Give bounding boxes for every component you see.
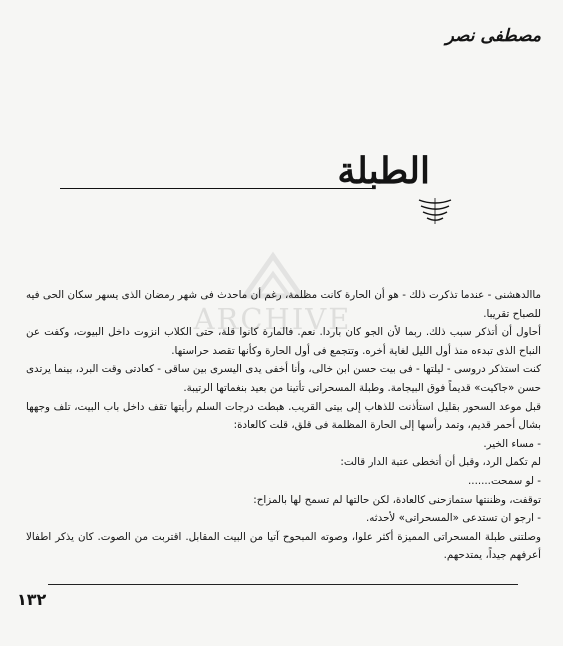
- paragraph: توقفت، وظننتها ستمازحنى كالعادة، لكن حالتها لم تسمح لها بالمزاح:: [253, 493, 541, 506]
- paragraph: أحاول أن أتذكر سبب ذلك. ربما لأن الجو كان باردا. نعم. فالمارة كانوا قلة، حتى الكلاب انزوت داخل البيوت، وكفت عن النباح الذى تبدءه منذ أول الليل لغاية أخره. وتتجمع فى أول الحارة وكأنها تقصد حراستها.: [26, 326, 541, 357]
- watermark-text: ARCHIVE: [193, 302, 352, 336]
- author-name: مصطفى نصر: [445, 26, 541, 46]
- page-number: ١٣٢: [17, 590, 47, 609]
- paragraph: - مساء الخير.: [483, 437, 541, 450]
- paragraph: قبل موعد السحور بقليل استأذنت للذهاب إلى بيتى القريب. هبطت درجات السلم رأيتها تقف داخل باب البيت، تلف وجهها بشال أحمر قديم، وتمد رأسها إلى الحارة المظلمة فى قلق، قلت كالعادة:: [26, 400, 541, 432]
- paragraph: - لو سمحت.......: [468, 474, 541, 487]
- ornament-flourish: [415, 196, 455, 226]
- paragraph: ماالدهشنى - عندما تذكرت ذلك - هو أن الحارة كانت مظلمة، رغم أن ماحدث فى شهر رمضان الذى يسهر سكان الحى فيه للصباح تقريبا.: [26, 289, 541, 320]
- chapter-title: الطبلة: [337, 150, 430, 192]
- footer-rule: [48, 584, 518, 585]
- body-text: [26, 286, 541, 565]
- paragraph: لم تكمل الرد، وقبل أن أتخطى عتبة الدار قالت:: [340, 456, 541, 469]
- paragraph: وصلتنى طبلة المسحراتى المميزة أكثر علوا، وصوته المبحوح آتيا من البيت المقابل. اقتربت من الصوت. كان يذكر اطفالا أعرفهم جيداً، يمتدحهم.: [26, 530, 541, 562]
- title-rule: [60, 188, 372, 189]
- paragraph: كنت استذكر دروسى - ليلتها - فى بيت حسن ابن خالى، وأنا أخفى يدى اليسرى بين ساقى - كعادتى وقت البرد، بينما يرتدى حسن «جاكيت» قديماً فوق البيجامة. وطبلة المسحراتى تأتينا من بعيد بنغماتها الرتيبة.: [26, 363, 541, 394]
- paragraph: - ارجو ان تستدعى «المسحراتى» لأحدثه.: [366, 512, 541, 525]
